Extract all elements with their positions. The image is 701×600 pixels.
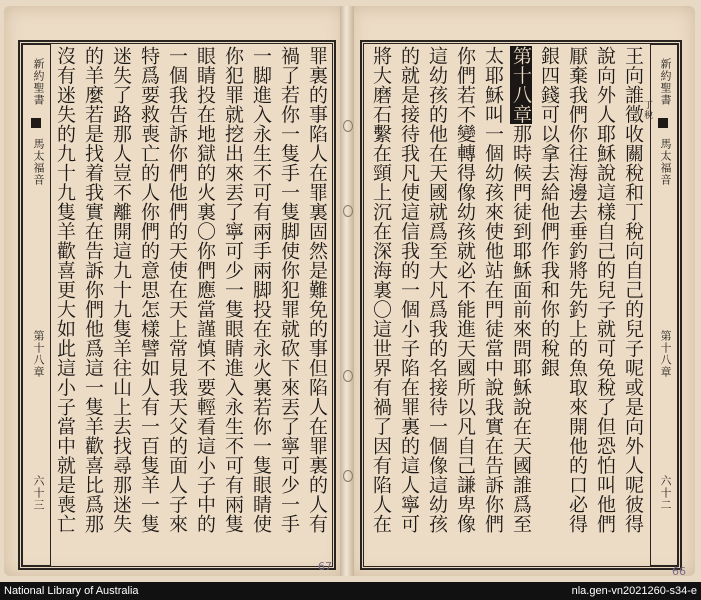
- pencil-page-mark-left: 67: [318, 560, 332, 573]
- right-header-page-number: 六十二: [659, 475, 672, 511]
- left-header-title: 新約聖書: [32, 58, 45, 106]
- right-header-book: 馬太福音: [659, 138, 672, 186]
- binding-stitch: [343, 120, 353, 132]
- left-text-column: 迷失了路那人豈不離開這九十九隻羊往山上去找尋那迷失: [110, 46, 132, 534]
- left-text-column: 的羊麼若是找着我實在告訴你們他爲這一隻羊歡喜比爲那: [82, 46, 104, 534]
- binding-stitch: [343, 205, 353, 217]
- right-header-title: 新約聖書: [659, 58, 672, 106]
- left-text-column: 特爲要救喪亡的人你們的意思怎樣譬如人有一百隻羊一隻: [138, 46, 160, 534]
- right-chapter-start-column: [510, 46, 531, 534]
- book-gutter: [340, 6, 354, 576]
- chapter-marker: 第十八章: [510, 46, 532, 124]
- left-text-column: 一脚進入永生不可有兩手兩脚投在永火裏若你一隻眼睛使: [250, 46, 272, 534]
- left-text-column: 禍了若你一隻手一隻脚使你犯罪就砍下來丟了寧可少一手: [278, 46, 300, 534]
- right-text-column: 的就是接待我凡使這信我的一個小子陷在罪裏的這人寧可: [398, 46, 420, 534]
- binding-stitch: [343, 370, 353, 382]
- left-text-column: 眼睛投在地獄的火裏〇你們應當謹慎不要輕看這小子中的: [194, 46, 216, 534]
- right-fishtail-mark: [658, 118, 668, 128]
- right-text-column: 將大磨石繫在頸上沉在深海裏〇這世界有禍了因有陷人在: [370, 46, 392, 534]
- left-text-column: 罪裏的事陷人在罪裏固然是難免的事但陷人在罪裏的人有: [306, 46, 328, 534]
- right-text-column: 這幼孩的他在天國就爲至大凡爲我的名接待一個像這幼孩: [426, 46, 448, 534]
- pencil-page-mark-right: 66: [672, 565, 686, 578]
- left-header-chapter: 第十八章: [32, 330, 45, 378]
- right-header-chapter: 第十八章: [659, 330, 672, 378]
- footer-identifier: nla.gen-vn2021260-s34-e: [571, 585, 697, 597]
- right-text-column: 你們若不變轉得像幼孩就必不能進天國所以凡自己謙卑像: [454, 46, 476, 534]
- margin-annotation: 丁稅: [642, 100, 652, 120]
- left-text-column: 你犯罪就挖出來丟了寧可少一隻眼睛進入永生不可有兩隻: [222, 46, 244, 534]
- right-text-column: 厭棄我們你往海邊去垂釣將先釣上的魚取來開他的口必得: [566, 46, 588, 534]
- right-text-column: 太耶穌叫一個幼孩來使他站在門徒當中說我實在告訴你們: [482, 46, 504, 534]
- footer-library-credit: National Library of Australia: [4, 585, 139, 597]
- right-text-column: 那時候門徒到耶穌面前來問耶穌說在天國誰爲至: [510, 124, 532, 534]
- right-text-column: 銀四錢可以拿去給他們作我和你的稅銀: [538, 46, 560, 378]
- footer-bar: [0, 582, 701, 600]
- binding-stitch: [343, 470, 353, 482]
- right-text-column: 說向外人耶穌說這樣自己的兒子就可免稅了但恐怕叫他們: [594, 46, 616, 534]
- left-text-column: 一個我告訴你們他們的天使在天上常見我天父的面人子來: [166, 46, 188, 534]
- right-text-column: 王向誰徵收關稅和丁稅向自己的兒子呢或是向外人呢彼得: [622, 46, 644, 534]
- left-header-page-number: 六十三: [32, 475, 45, 511]
- left-fishtail-mark: [31, 118, 41, 128]
- left-text-column: 沒有迷失的九十九隻羊歡喜更大如此這小子當中就是喪亡: [54, 46, 76, 534]
- left-header-book: 馬太福音: [32, 138, 45, 186]
